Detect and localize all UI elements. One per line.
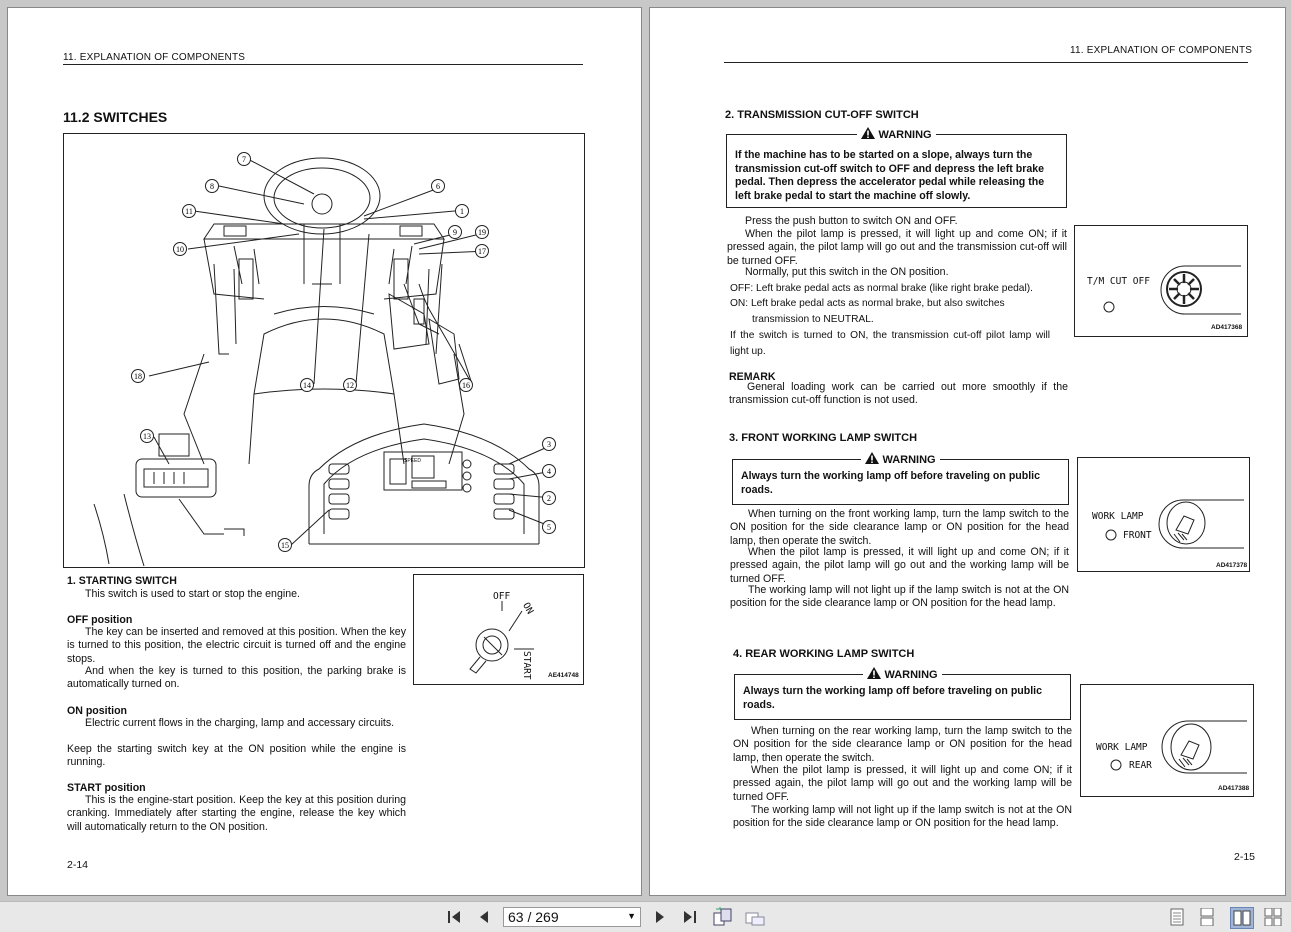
s3-p2: When the pilot lamp is pressed, it will light up and come ON; if it pressed again, the pilot lamp will go out and the working lamp will be turned OFF. [730,546,1069,585]
callout-6 [430,178,446,199]
remark-text: General loading work can be carried out more smoothly if the transmission cut-off function is not used. [729,381,1068,407]
callout-10 [172,241,188,262]
callout-9 [447,224,463,245]
two-page-icon[interactable] [1230,907,1254,929]
warning-label: WARNING [878,129,932,141]
rear-lamp-label: WORK LAMP [1096,742,1148,753]
callout-2 [541,490,557,511]
left-page [7,7,642,896]
svg-text:19: 19 [478,228,486,237]
right-header-rule [724,62,1248,63]
svg-text:17: 17 [478,247,486,256]
s4-p3: The working lamp will not light up if the lamp switch is not at the ON position for the side clearance lamp or ON position for the head lamp. [733,804,1072,830]
s3-title: 3. FRONT WORKING LAMP SWITCH [729,432,918,444]
left-page-number: 2-14 [67,859,89,871]
s2-p4: If the switch is turned to ON, the transmission cut-off pilot lamp will light up. [730,330,1050,357]
first-page-icon[interactable] [444,907,464,927]
svg-text:13: 13 [143,432,151,441]
off-title: OFF position [67,614,133,626]
two-page-continuous-icon[interactable] [1263,907,1283,927]
svg-text:7: 7 [242,155,246,164]
prev-page-icon[interactable] [474,907,494,927]
callout-14 [299,377,315,398]
s3-p1: When turning on the front working lamp, turn the lamp switch to the ON position for the side clearance lamp or ON position for the head lamp, then operate the switch. [730,508,1069,547]
s4-p1: When turning on the rear working lamp, turn the lamp switch to the ON position for the side clearance lamp or ON position for the head lamp, then operate the switch. [733,725,1072,764]
rotate-icon-2[interactable] [744,907,766,927]
callout-5 [541,519,557,540]
s3-p3: The working lamp will not light up if the lamp switch is not at the ON position for the side clearance lamp or ON position for the head lamp. [730,584,1069,610]
callout-17 [474,243,490,264]
cab-illustration [64,134,584,567]
s4-warning-box [734,669,1071,720]
s3-warning-text: Always turn the working lamp off before traveling on public roads. [741,470,1041,496]
single-page-icon[interactable] [1168,907,1186,927]
section-title: 11.2 SWITCHES [63,109,168,125]
svg-text:11: 11 [185,207,193,216]
chevron-down-icon: ▼ [627,911,636,921]
svg-text:16: 16 [462,381,470,390]
s2-p1: Press the push button to switch ON and OFF. [745,215,958,227]
rear-lamp-sub: REAR [1129,760,1152,771]
key-start-label: START [521,651,532,680]
remark-title: REMARK [729,371,776,383]
off-text-2: And when the key is turned to this position, the parking brake is automatically turned on. [67,665,406,691]
warning-label: WARNING [882,454,936,466]
s2-off: OFF: Left brake pedal acts as normal brake (like right brake pedal). [730,283,1033,294]
s2-on: ON: Left brake pedal acts as normal brake, but also switches [730,298,1005,309]
s2-p2: When the pilot lamp is pressed, it will light up and come ON; if it pressed again, the pilot lamp will go out and the transmission cut-off will be turned OFF. [727,228,1067,267]
callout-13 [139,428,155,449]
last-page-icon[interactable] [680,907,700,927]
key-off-label: OFF [493,591,511,602]
on-text-2: Keep the starting switch key at the ON position while the engine is running. [67,743,406,769]
svg-text:9: 9 [453,228,457,237]
starting-switch-figure [413,574,584,685]
page-indicator: 63 / 269 [508,909,559,925]
svg-text:14: 14 [303,381,311,390]
s2-warning-text: If the machine has to be started on a slope, always turn the transmission cut-off switch to OFF and depress the left brake pedal. Then depress the accelerator pedal while releasing the left brake pedal to start the machine off slowly. [735,149,1045,202]
right-page-number: 2-15 [1234,851,1256,863]
on-text: Electric current flows in the charging, lamp and accessary circuits. [85,717,395,729]
callout-7 [236,151,252,172]
svg-text:1: 1 [460,207,464,216]
tm-cut-off-label: T/M CUT OFF [1087,276,1150,287]
next-page-icon[interactable] [650,907,670,927]
front-lamp-label: WORK LAMP [1092,511,1144,522]
callout-1 [454,203,470,224]
callout-15 [277,537,293,558]
callout-3 [541,436,557,457]
svg-text:10: 10 [176,245,184,254]
s2-on-2: transmission to NEUTRAL. [752,314,874,325]
warning-label: WARNING [884,669,938,681]
start-title: START position [67,782,146,794]
rotate-icon[interactable] [712,907,734,927]
item1-text: This switch is used to start or stop the engine. [85,588,300,600]
svg-text:8: 8 [210,182,214,191]
s4-title: 4. REAR WORKING LAMP SWITCH [733,648,915,660]
on-title: ON position [67,705,128,717]
warning-icon [865,452,879,464]
s2-title: 2. TRANSMISSION CUT-OFF SWITCH [725,109,919,121]
s4-warning-text: Always turn the working lamp off before traveling on public roads. [743,685,1043,711]
callout-19 [474,224,490,245]
callout-4 [541,463,557,484]
s2-warning-box [726,129,1067,208]
s3-warning-box [732,454,1069,505]
fig4-code: AD417388 [1218,785,1250,792]
left-header-rule [63,64,583,65]
warning-icon [867,667,881,679]
callout-12 [342,377,358,398]
left-header: 11. EXPLANATION OF COMPONENTS [63,52,246,63]
callout-16 [458,377,474,398]
svg-text:12: 12 [346,381,354,390]
svg-text:4: 4 [547,467,551,476]
start-text: This is the engine-start position. Keep the key at this position during cranking. Immediately after starting the engine, release the key which will automatically return to the ON position. [67,794,406,833]
continuous-icon[interactable] [1198,907,1216,927]
s4-p2: When the pilot lamp is pressed, it will light up and come ON; if it pressed again, the pilot lamp will go out and the working lamp will be turned OFF. [733,764,1072,803]
svg-text:18: 18 [134,372,142,381]
key-on-label: ON [520,600,536,617]
callout-11 [181,203,197,224]
svg-text:5: 5 [547,523,551,532]
speed-display-label: SPEED [404,458,421,464]
warning-icon [861,127,875,139]
svg-text:2: 2 [547,494,551,503]
svg-text:3: 3 [547,440,551,449]
right-page [649,7,1286,896]
callout-18 [130,368,146,389]
front-work-lamp-figure [1077,457,1250,572]
off-text: The key can be inserted and removed at this position. When the key is turned to this position, the electric circuit is turned off and the engine stops. [67,626,406,665]
front-lamp-sub: FRONT [1123,530,1152,541]
s2-p3: Normally, put this switch in the ON position. [745,266,949,278]
page-selector[interactable] [503,907,641,927]
cab-switches-figure [63,133,585,568]
right-header: 11. EXPLANATION OF COMPONENTS [1070,45,1253,56]
fig3-code: AD417378 [1216,562,1248,569]
item1-title: 1. STARTING SWITCH [67,575,177,587]
fig2-code: AD417368 [1211,324,1243,331]
tm-cut-off-figure [1074,225,1248,337]
callout-8 [204,178,220,199]
rear-lamp-illustration [1081,685,1253,796]
key-figure-code: AE414748 [548,672,579,679]
svg-text:6: 6 [436,182,440,191]
rear-work-lamp-figure [1080,684,1254,797]
viewer-toolbar [0,901,1291,932]
svg-text:15: 15 [281,541,289,550]
